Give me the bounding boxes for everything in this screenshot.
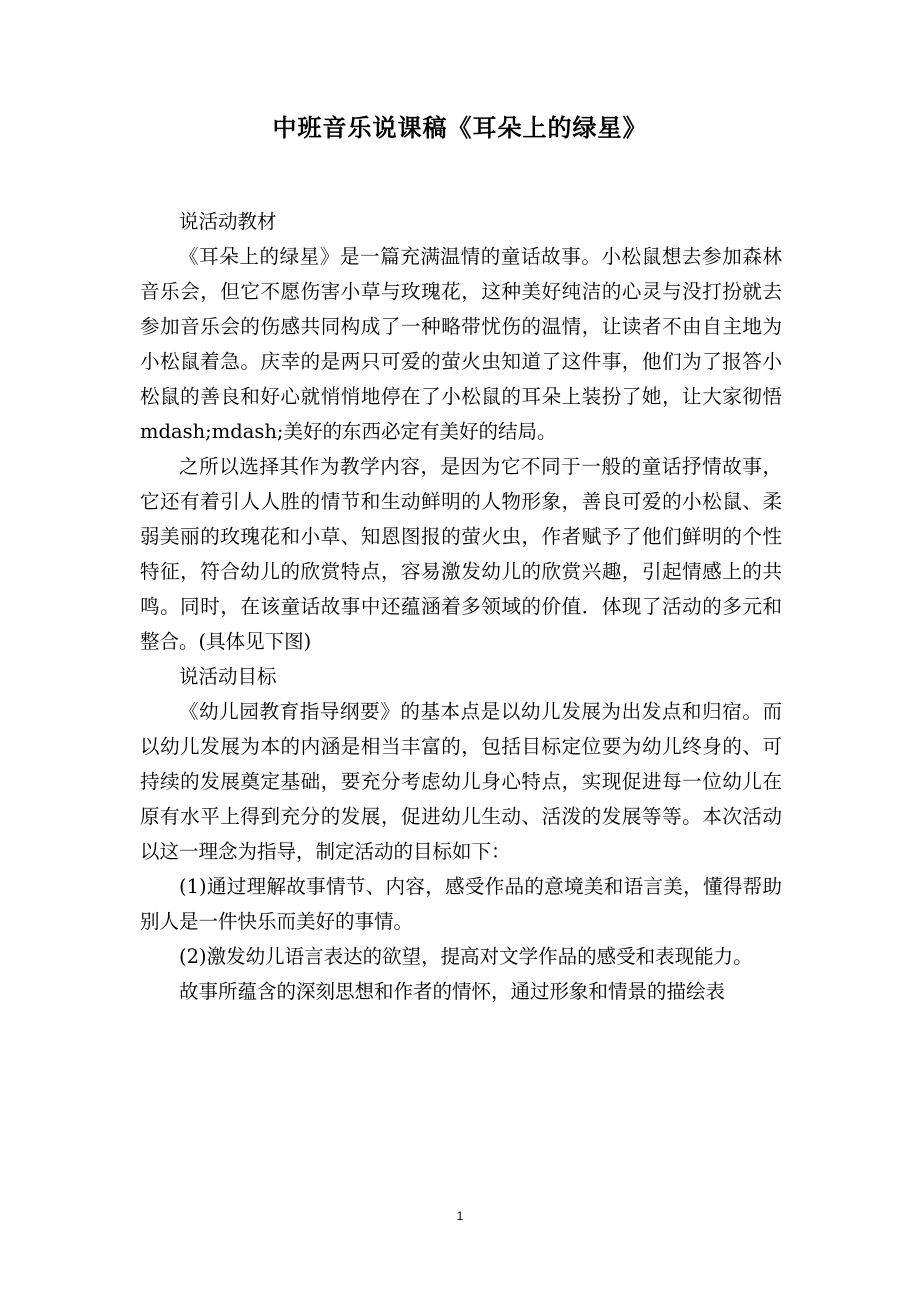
document-body bbox=[140, 204, 782, 1009]
goal-item-2: (2)激发幼儿语言表达的欲望，提高对文学作品的感受和表现能力。 bbox=[179, 945, 753, 968]
section-heading-teaching-material: 说活动教材 bbox=[179, 210, 277, 233]
page-number: 1 bbox=[456, 1209, 464, 1223]
paragraph-selection-reason: 之所以选择其作为教学内容，是因为它不同于一般的童话抒情故事，它还有着引人人胜的情节和生动鲜明的人物形象，善良可爱的小松鼠、柔弱美丽的玫瑰花和小草、知恩图报的萤火虫，作者赋予了他们鲜明的个性特征，符合幼儿的欣赏特点，容易激发幼儿的欣赏兴趣，引起情感上的共鸣。同时，在该童话故事中还蕴涵着多领域的价值．体现了活动的多元和整合。(具体见下图) bbox=[140, 455, 782, 653]
goal-item-1: (1)通过理解故事情节、内容，感受作品的意境美和语言美，懂得帮助别人是一件快乐而美好的事情。 bbox=[140, 875, 782, 933]
paragraph-story-meaning: 故事所蕴含的深刻思想和作者的情怀，通过形象和情景的描绘表 bbox=[179, 980, 726, 1003]
paragraph-guideline: 《幼儿园教育指导纲要》的基本点是以幼儿发展为出发点和归宿。而以幼儿发展为本的内涵是相当丰富的，包括目标定位要为幼儿终身的、可持续的发展奠定基础，要充分考虑幼儿身心特点，实现促进每一位幼儿在原有水平上得到充分的发展，促进幼儿生动、活泼的发展等等。本次活动以这一理念为指导，制定活动的目标如下： bbox=[140, 700, 782, 863]
section-heading-activity-goals: 说活动目标 bbox=[179, 665, 277, 688]
document-title: 中班音乐说课稿《耳朵上的绿星》 bbox=[272, 113, 648, 142]
paragraph-story-summary: 《耳朵上的绿星》是一篇充满温情的童话故事。小松鼠想去参加森林音乐会，但它不愿伤害小草与玫瑰花，这种美好纯洁的心灵与没打扮就去参加音乐会的伤感共同构成了一种略带忧伤的温情，让读者不由自主地为小松鼠着急。庆幸的是两只可爱的萤火虫知道了这件事，他们为了报答小松鼠的善良和好心就悄悄地停在了小松鼠的耳朵上装扮了她，让大家彻悟 mdash;mdash;美好的东西必定有美好的结局。 bbox=[140, 245, 782, 443]
